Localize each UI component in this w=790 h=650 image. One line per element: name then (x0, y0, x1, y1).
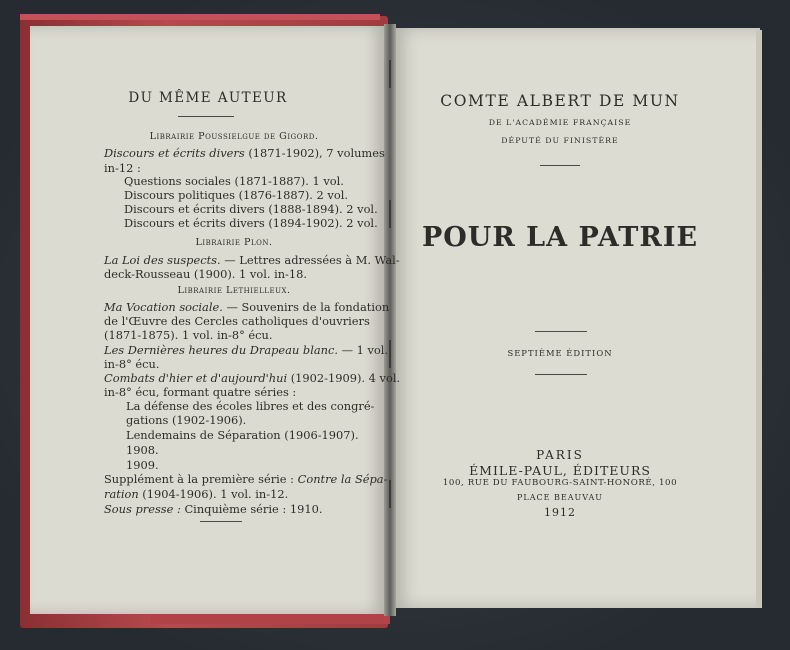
publisher-name: ÉMILE-PAUL, ÉDITEURS (469, 463, 651, 478)
work-details: Cinquième série : 1910. (180, 502, 323, 516)
work-details: — Lettres adressées à M. Wal- (220, 253, 400, 267)
binding-stitch (389, 200, 391, 228)
publisher-heading: Librairie Lethielleux. (177, 285, 291, 296)
author-rule (540, 165, 580, 166)
bibliography-line: La défense des écoles libres et des congré- (126, 399, 375, 413)
work-title: Les Dernières heures du Drapeau blanc. (104, 343, 338, 357)
work-details: Supplément à la première série : (104, 472, 298, 486)
publication-year: 1912 (544, 506, 576, 519)
edition-rule-top (535, 331, 587, 332)
bibliography-line (104, 472, 387, 486)
bibliography-line (104, 146, 385, 160)
bibliography-line: Lendemains de Séparation (1906-1907). (126, 428, 359, 442)
book-title: POUR LA PATRIE (421, 222, 699, 253)
edition-label: SEPTIÈME ÉDITION (507, 348, 613, 358)
bibliography-line (104, 253, 400, 267)
bibliography-line: in-8° écu, formant quatre séries : (104, 385, 297, 399)
author-name: COMTE ALBERT DE MUN (440, 92, 680, 110)
bibliography-line: in-12 : (104, 161, 141, 175)
bibliography-line (104, 487, 288, 501)
work-details: (1904-1906). 1 vol. in-12. (138, 487, 289, 501)
right-page (392, 28, 760, 608)
book-gutter (384, 24, 396, 616)
left-page-heading: DU MÊME AUTEUR (128, 90, 288, 106)
publisher-heading: Librairie Plon. (195, 237, 273, 248)
work-details: (1871-1902), 7 volumes (244, 146, 385, 160)
bibliography-line: Questions sociales (1871-1887). 1 vol. (124, 174, 344, 188)
work-title: Contre la Sépa- (297, 472, 388, 486)
work-details: (1902-1909). 4 vol. (287, 371, 401, 385)
work-details: — 1 vol. (338, 343, 389, 357)
work-title: La Loi des suspects. (104, 253, 221, 267)
work-title: Sous presse : (104, 502, 181, 516)
work-title: Ma Vocation sociale. (104, 300, 223, 314)
publisher-address: 100, RUE DU FAUBOURG-SAINT-HONORÉ, 100 (442, 478, 678, 488)
academy-line: DE L'ACADÉMIE FRANÇAISE (488, 118, 632, 127)
bibliography-line: de l'Œuvre des Cercles catholiques d'ouvriers (104, 314, 370, 328)
bibliography-line: gations (1902-1906). (126, 413, 247, 427)
work-title: Combats d'hier et d'aujourd'hui (104, 371, 288, 385)
work-title: Discours et écrits divers (104, 146, 245, 160)
page-block-edge (756, 30, 762, 608)
binding-stitch (389, 60, 391, 88)
cover-top-edge (20, 14, 380, 20)
bibliography-line: Discours et écrits divers (1894-1902). 2 vol. (124, 216, 378, 230)
publisher-place: PLACE BEAUVAU (517, 493, 603, 502)
bibliography-line: in-8° écu. (104, 357, 160, 371)
edition-rule-bottom (535, 374, 587, 375)
bibliography-line (104, 300, 389, 314)
closing-rule (200, 521, 242, 522)
bibliography-line: 1909. (126, 458, 159, 472)
publisher-heading: Librairie Poussielgue de Gigord. (149, 131, 319, 142)
binding-stitch (389, 480, 391, 508)
bibliography-line: Discours politiques (1876-1887). 2 vol. (124, 188, 348, 202)
bibliography-line: Discours et écrits divers (1888-1894). 2 vol. (124, 202, 378, 216)
bibliography-line: 1908. (126, 443, 159, 457)
bibliography-line: (1871-1875). 1 vol. in-8° écu. (104, 328, 273, 342)
bibliography-line (104, 502, 322, 516)
publisher-city: PARIS (536, 448, 584, 462)
binding-stitch (389, 340, 391, 368)
work-details: — Souvenirs de la fondation (222, 300, 390, 314)
bibliography-line: deck-Rousseau (1900). 1 vol. in-18. (104, 267, 308, 281)
work-title: ration (104, 487, 139, 501)
heading-rule (178, 116, 234, 117)
bibliography-line (104, 343, 388, 357)
bibliography-line (104, 371, 400, 385)
deputy-line: DÉPUTÉ DU FINISTÈRE (501, 136, 619, 145)
